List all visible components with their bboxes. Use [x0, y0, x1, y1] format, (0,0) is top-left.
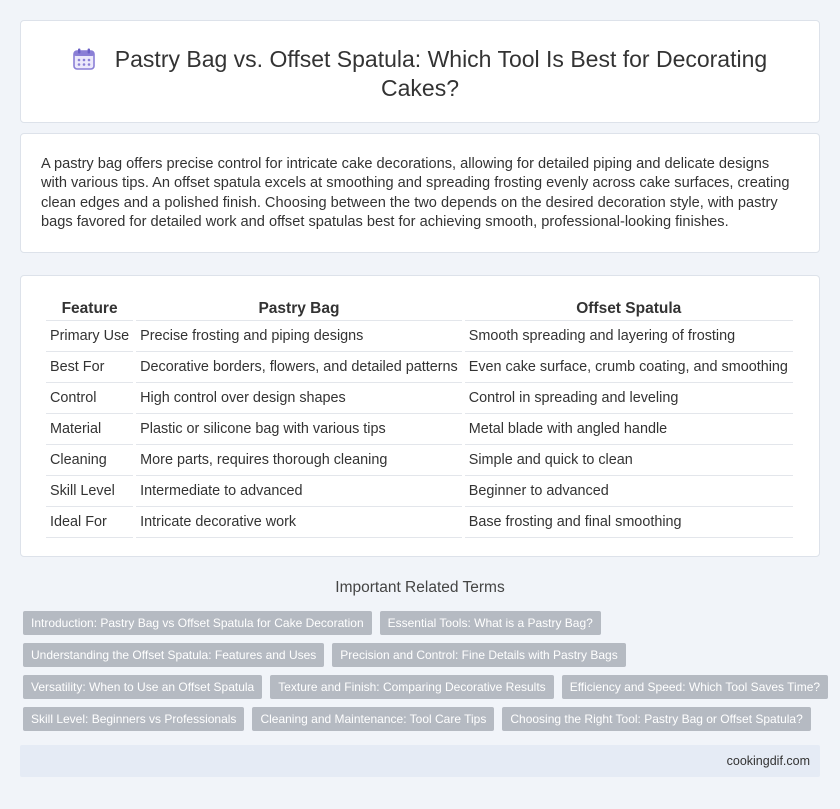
row-offset-spatula: Simple and quick to clean [465, 445, 793, 476]
row-offset-spatula: Control in spreading and leveling [465, 383, 793, 414]
row-offset-spatula: Base frosting and final smoothing [465, 507, 793, 538]
related-term-link[interactable]: Efficiency and Speed: Which Tool Saves Time? [562, 675, 828, 699]
row-feature: Ideal For [46, 507, 133, 538]
calendar-icon [73, 48, 95, 70]
tag-row [23, 707, 823, 739]
row-offset-spatula: Beginner to advanced [465, 476, 793, 507]
related-term-link[interactable]: Skill Level: Beginners vs Professionals [23, 707, 244, 731]
page-title-row [21, 45, 819, 103]
row-feature: Primary Use [46, 321, 133, 352]
title-card [20, 20, 820, 123]
related-terms-heading: Important Related Terms [335, 579, 505, 596]
summary-card [20, 133, 820, 253]
footer [20, 745, 820, 777]
table-row [46, 414, 793, 445]
row-offset-spatula: Smooth spreading and layering of frosting [465, 321, 793, 352]
row-offset-spatula: Even cake surface, crumb coating, and smoothing [465, 352, 793, 383]
related-term-link[interactable]: Cleaning and Maintenance: Tool Care Tips [252, 707, 494, 731]
row-feature: Material [46, 414, 133, 445]
table-row [46, 321, 793, 352]
row-pastry-bag: Decorative borders, flowers, and detailed patterns [136, 352, 462, 383]
header-feature: Feature [46, 295, 133, 321]
row-feature: Best For [46, 352, 133, 383]
table-row [46, 445, 793, 476]
footer-site-link[interactable]: cookingdif.com [726, 754, 810, 768]
related-term-link[interactable]: Choosing the Right Tool: Pastry Bag or Offset Spatula? [502, 707, 810, 731]
row-pastry-bag: More parts, requires thorough cleaning [136, 445, 462, 476]
row-feature: Skill Level [46, 476, 133, 507]
related-term-link[interactable]: Essential Tools: What is a Pastry Bag? [380, 611, 601, 635]
row-feature: Control [46, 383, 133, 414]
row-offset-spatula: Metal blade with angled handle [465, 414, 793, 445]
tag-row [23, 675, 823, 707]
page-title: Pastry Bag vs. Offset Spatula: Which Tool Is Best for Decorating Cakes? [114, 46, 768, 101]
comparison-card [20, 275, 820, 557]
table-header-row [46, 295, 793, 321]
related-term-link[interactable]: Versatility: When to Use an Offset Spatula [23, 675, 262, 699]
comparison-table [43, 295, 796, 538]
tag-row [23, 611, 823, 643]
related-term-link[interactable]: Texture and Finish: Comparing Decorative Results [270, 675, 553, 699]
header-offset-spatula: Offset Spatula [465, 295, 793, 321]
header-pastry-bag: Pastry Bag [136, 295, 462, 321]
related-terms-list [23, 611, 823, 739]
related-term-link[interactable]: Introduction: Pastry Bag vs Offset Spatula for Cake Decoration [23, 611, 372, 635]
row-feature: Cleaning [46, 445, 133, 476]
row-pastry-bag: Intermediate to advanced [136, 476, 462, 507]
table-row [46, 507, 793, 538]
row-pastry-bag: Plastic or silicone bag with various tips [136, 414, 462, 445]
tag-row [23, 643, 823, 675]
row-pastry-bag: Precise frosting and piping designs [136, 321, 462, 352]
related-term-link[interactable]: Precision and Control: Fine Details with Pastry Bags [332, 643, 625, 667]
table-row [46, 352, 793, 383]
summary-text: A pastry bag offers precise control for intricate cake decorations, allowing for detailed piping and delicate designs with various tips. An offset spatula excels at smoothing and spreading frosting evenly across cake surfaces, creating clean edges and a polished finish. Choosing between the two depends on the desired decoration style, with pastry bags favored for detailed work and offset spatulas best for achieving smooth, professional-looking finishes. [41, 156, 790, 231]
table-row [46, 383, 793, 414]
table-row [46, 476, 793, 507]
related-term-link[interactable]: Understanding the Offset Spatula: Features and Uses [23, 643, 324, 667]
row-pastry-bag: High control over design shapes [136, 383, 462, 414]
row-pastry-bag: Intricate decorative work [136, 507, 462, 538]
